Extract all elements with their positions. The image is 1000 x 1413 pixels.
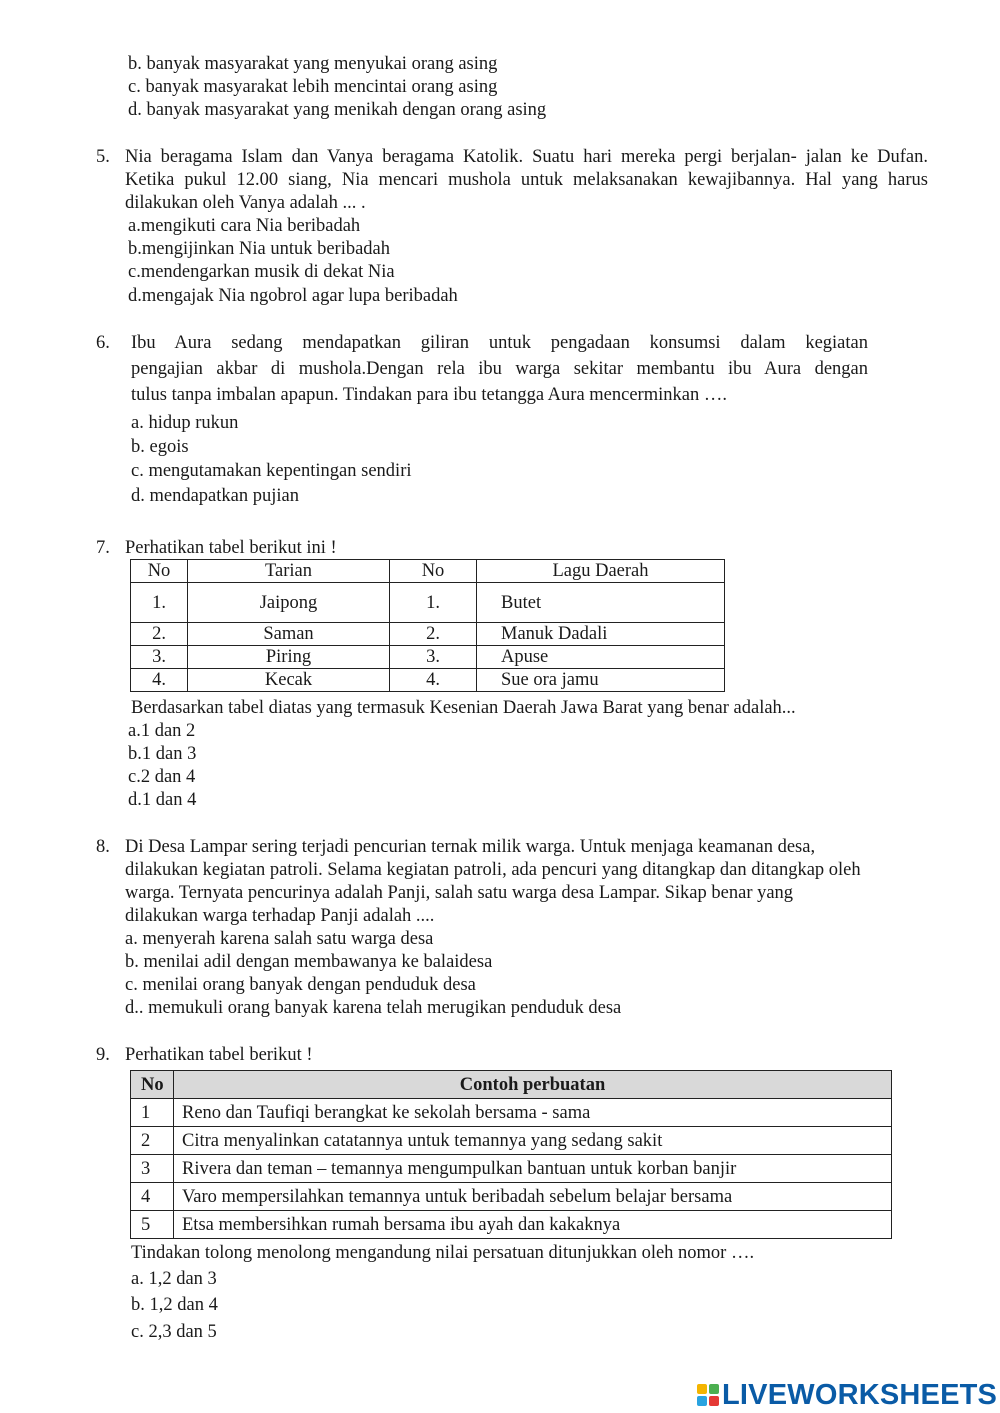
table-cell: 1. — [131, 583, 188, 623]
q5-option-a: a.mengikuti cara Nia beribadah — [128, 216, 361, 236]
table-cell: 4. — [131, 669, 188, 692]
table-cell: Butet — [477, 583, 725, 623]
q4-option-d: d. banyak masyarakat yang menikah dengan orang asing — [128, 100, 547, 120]
q9-option-c: c. 2,3 dan 5 — [131, 1322, 217, 1342]
table-cell: 2 — [131, 1127, 174, 1155]
q4-option-b: b. banyak masyarakat yang menyukai orang asing — [128, 54, 498, 74]
table-row — [131, 1183, 892, 1211]
q8-option-d: d.. memukuli orang banyak karena telah merugikan penduduk desa — [125, 998, 622, 1018]
table-row — [131, 1155, 892, 1183]
q6-option-d: d. mendapatkan pujian — [131, 486, 299, 506]
table-cell: Kecak — [188, 669, 390, 692]
q6-option-a: a. hidup rukun — [131, 413, 239, 433]
table-cell: Rivera dan teman – temannya mengumpulkan bantuan untuk korban banjir — [174, 1155, 892, 1183]
q8-option-b: b. menilai adil dengan membawanya ke balaidesa — [125, 952, 493, 972]
liveworksheets-logo-icon — [697, 1384, 719, 1406]
q5-text-line-1: Nia beragama Islam dan Vanya beragama Katolik. Suatu hari mereka pergi berjalan- jalan ke Dufan. — [125, 147, 928, 167]
table-cell: 1 — [131, 1099, 174, 1127]
q7-option-a: a.1 dan 2 — [128, 721, 196, 741]
q6-number: 6. — [96, 333, 110, 353]
table-row — [131, 1127, 892, 1155]
q9-question: Tindakan tolong menolong mengandung nilai persatuan ditunjukkan oleh nomor …. — [131, 1243, 755, 1263]
q9-intro: Perhatikan tabel berikut ! — [125, 1045, 313, 1065]
table-cell: 5 — [131, 1211, 174, 1239]
liveworksheets-brand[interactable] — [697, 1378, 997, 1412]
q9-table — [130, 1070, 892, 1239]
q5-number: 5. — [96, 147, 110, 167]
q4-option-c: c. banyak masyarakat lebih mencintai orang asing — [128, 77, 498, 97]
q9-number: 9. — [96, 1045, 110, 1065]
table-cell: Varo mempersilahkan temannya untuk beribadah sebelum belajar bersama — [174, 1183, 892, 1211]
q8-option-a: a. menyerah karena salah satu warga desa — [125, 929, 434, 949]
table-cell: 1. — [390, 583, 477, 623]
q7-header-no-2: No — [390, 560, 477, 583]
q7-table — [130, 559, 725, 692]
q7-question: Berdasarkan tabel diatas yang termasuk Kesenian Daerah Jawa Barat yang benar adalah... — [131, 698, 796, 718]
q5-text-line-3: dilakukan oleh Vanya adalah ... . — [125, 193, 366, 213]
table-row — [131, 1099, 892, 1127]
table-cell: Saman — [188, 623, 390, 646]
table-cell: Citra menyalinkan catatannya untuk temannya yang sedang sakit — [174, 1127, 892, 1155]
q7-number: 7. — [96, 538, 110, 558]
table-row — [131, 1211, 892, 1239]
table-cell: 2. — [131, 623, 188, 646]
table-row — [131, 623, 725, 646]
q6-text-line-3: tulus tanpa imbalan apapun. Tindakan para ibu tetangga Aura mencerminkan …. — [131, 385, 727, 405]
q7-option-b: b.1 dan 3 — [128, 744, 197, 764]
logo-tile — [709, 1384, 719, 1394]
q6-option-c: c. mengutamakan kepentingan sendiri — [131, 461, 412, 481]
table-cell: Etsa membersihkan rumah bersama ibu ayah dan kakaknya — [174, 1211, 892, 1239]
table-cell: Jaipong — [188, 583, 390, 623]
q5-option-c: c.mendengarkan musik di dekat Nia — [128, 262, 395, 282]
q7-header-tarian: Tarian — [188, 560, 390, 583]
table-row — [131, 669, 725, 692]
table-cell: 3 — [131, 1155, 174, 1183]
q7-table-header — [131, 560, 725, 583]
q8-number: 8. — [96, 837, 110, 857]
q9-header-no: No — [131, 1071, 174, 1099]
q8-text-line-3: warga. Ternyata pencurinya adalah Panji, salah satu warga desa Lampar. Sikap benar yang — [125, 883, 794, 903]
table-row — [131, 583, 725, 623]
table-cell: Reno dan Taufiqi berangkat ke sekolah bersama - sama — [174, 1099, 892, 1127]
q9-table-header — [131, 1071, 892, 1099]
q7-header-no: No — [131, 560, 188, 583]
q8-option-c: c. menilai orang banyak dengan penduduk desa — [125, 975, 476, 995]
q7-option-d: d.1 dan 4 — [128, 790, 197, 810]
table-cell: Piring — [188, 646, 390, 669]
q5-option-b: b.mengijinkan Nia untuk beribadah — [128, 239, 391, 259]
logo-tile — [697, 1396, 707, 1406]
q7-intro: Perhatikan tabel berikut ini ! — [125, 538, 337, 558]
q5-text-line-2: Ketika pukul 12.00 siang, Nia mencari mushola untuk melaksanakan kewajibannya. Hal yang harus — [125, 170, 928, 190]
table-cell: Manuk Dadali — [477, 623, 725, 646]
q7-header-lagu-daerah: Lagu Daerah — [477, 560, 725, 583]
table-row — [131, 646, 725, 669]
table-cell: 2. — [390, 623, 477, 646]
table-cell: 4. — [390, 669, 477, 692]
logo-tile — [709, 1396, 719, 1406]
q8-text-line-1: Di Desa Lampar sering terjadi pencurian ternak milik warga. Untuk menjaga keamanan desa, — [125, 837, 816, 857]
table-cell: 3. — [131, 646, 188, 669]
table-cell: 3. — [390, 646, 477, 669]
q5-option-d: d.mengajak Nia ngobrol agar lupa beribadah — [128, 286, 458, 306]
q8-text-line-4: dilakukan warga terhadap Panji adalah .... — [125, 906, 435, 926]
q7-option-c: c.2 dan 4 — [128, 767, 196, 787]
q9-option-a: a. 1,2 dan 3 — [131, 1269, 217, 1289]
q6-text-line-1: Ibu Aura sedang mendapatkan giliran untuk pengadaan konsumsi dalam kegiatan — [131, 333, 868, 353]
q9-header-contoh-perbuatan: Contoh perbuatan — [174, 1071, 892, 1099]
table-cell: 4 — [131, 1183, 174, 1211]
liveworksheets-wordmark: LIVEWORKSHEETS — [722, 1378, 998, 1411]
table-cell: Apuse — [477, 646, 725, 669]
q8-text-line-2: dilakukan kegiatan patroli. Selama kegiatan patroli, ada pencuri yang ditangkap dan ditangkap oleh — [125, 860, 861, 880]
table-cell: Sue ora jamu — [477, 669, 725, 692]
q9-option-b: b. 1,2 dan 4 — [131, 1295, 218, 1315]
logo-tile — [697, 1384, 707, 1394]
q6-text-line-2: pengajian akbar di mushola.Dengan rela ibu warga sekitar membantu ibu Aura dengan — [131, 359, 868, 379]
q6-option-b: b. egois — [131, 437, 189, 457]
